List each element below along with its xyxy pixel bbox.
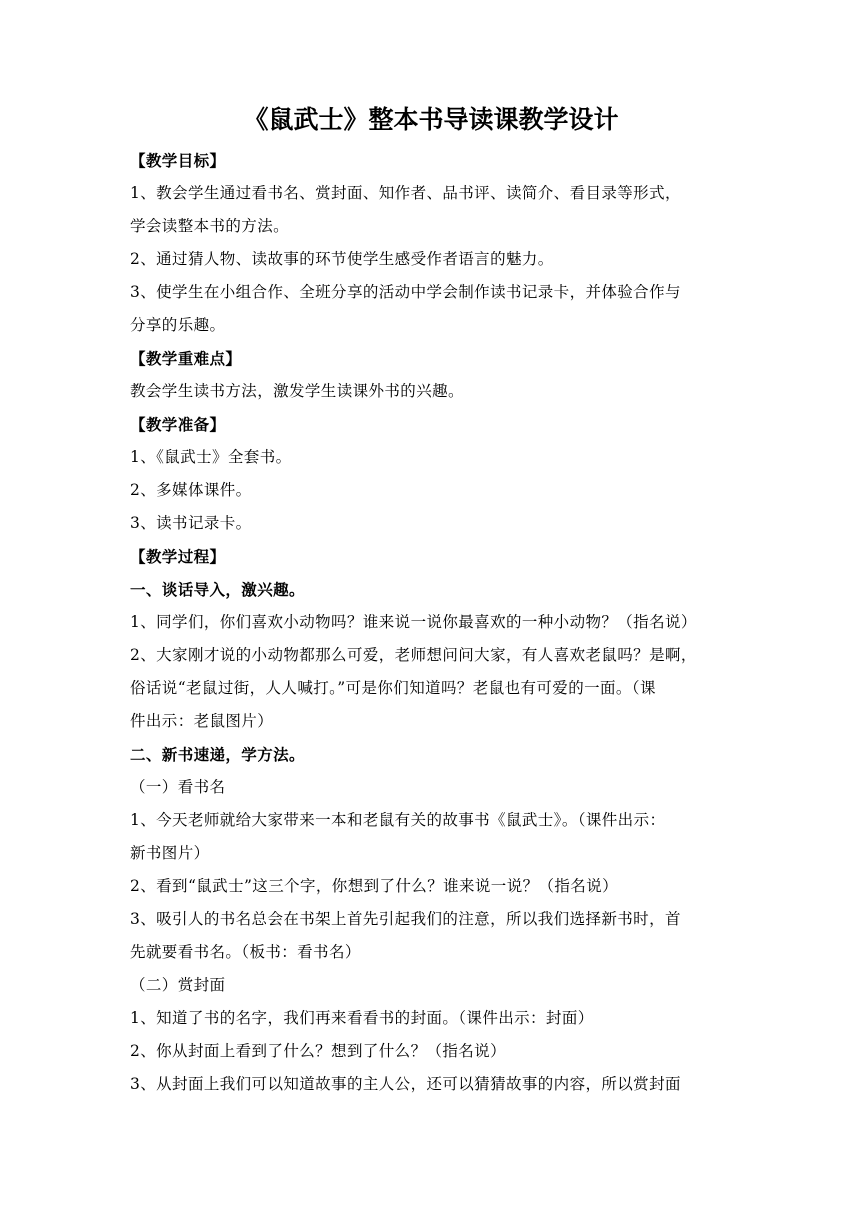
body-line: 2、你从封面上看到了什么？想到了什么？（指名说） (130, 1042, 506, 1060)
body-line: 2、大家刚才说的小动物都那么可爱，老师想问问大家，有人喜欢老鼠吗？是啊， (130, 646, 697, 664)
section-heading: 二、新书速递，学方法。 (130, 745, 305, 764)
section-heading: 【教学过程】 (130, 547, 226, 566)
body-line: 新书图片） (130, 844, 210, 862)
body-line: 2、多媒体课件。 (130, 481, 252, 499)
body-line: 1、教会学生通过看书名、赏封面、知作者、品书评、读简介、看目录等形式， (130, 184, 681, 202)
body-line: 分享的乐趣。 (130, 316, 226, 334)
body-line: 1、《鼠武士》全套书。 (130, 448, 292, 466)
body-line: 1、同学们，你们喜欢小动物吗？谁来说一说你最喜欢的一种小动物？（指名说） (130, 613, 697, 631)
body-line: 俗话说“老鼠过街，人人喊打。”可是你们知道吗？老鼠也有可爱的一面。（课 (130, 679, 656, 697)
section-heading: 【教学重难点】 (130, 349, 242, 368)
body-line: 1、今天老师就给大家带来一本和老鼠有关的故事书《鼠武士》。（课件出示： (130, 811, 666, 829)
document-page (130, 96, 732, 1101)
body-line: 件出示：老鼠图片） (130, 712, 274, 730)
body-line: 3、从封面上我们可以知道故事的主人公，还可以猜猜故事的内容，所以赏封面 (130, 1075, 681, 1093)
body-line: 3、使学生在小组合作、全班分享的活动中学会制作读书记录卡，并体验合作与 (130, 283, 681, 301)
section-heading: 一、谈话导入，激兴趣。 (130, 580, 305, 599)
body-line: 3、读书记录卡。 (130, 514, 252, 532)
document-title: 《鼠武士》整本书导读课教学设计 (243, 105, 619, 134)
body-line: 2、通过猜人物、读故事的环节使学生感受作者语言的魅力。 (130, 250, 554, 268)
body-line: 3、吸引人的书名总会在书架上首先引起我们的注意，所以我们选择新书时，首 (130, 910, 681, 928)
body-line: 1、知道了书的名字，我们再来看看书的封面。（课件出示：封面） (130, 1009, 594, 1027)
body-line: 先就要看书名。（板书：看书名） (130, 943, 361, 961)
body-line: 2、看到“鼠武士”这三个字，你想到了什么？谁来说一说？（指名说） (130, 877, 619, 895)
body-line: 学会读整本书的方法。 (130, 217, 290, 235)
section-heading: 【教学准备】 (130, 415, 226, 434)
section-heading: 【教学目标】 (130, 151, 226, 170)
document-body (130, 144, 732, 1101)
body-line: 教会学生读书方法，激发学生读课外书的兴趣。 (130, 382, 464, 400)
body-line: （二）赏封面 (130, 976, 226, 994)
body-line: （一）看书名 (130, 778, 226, 796)
